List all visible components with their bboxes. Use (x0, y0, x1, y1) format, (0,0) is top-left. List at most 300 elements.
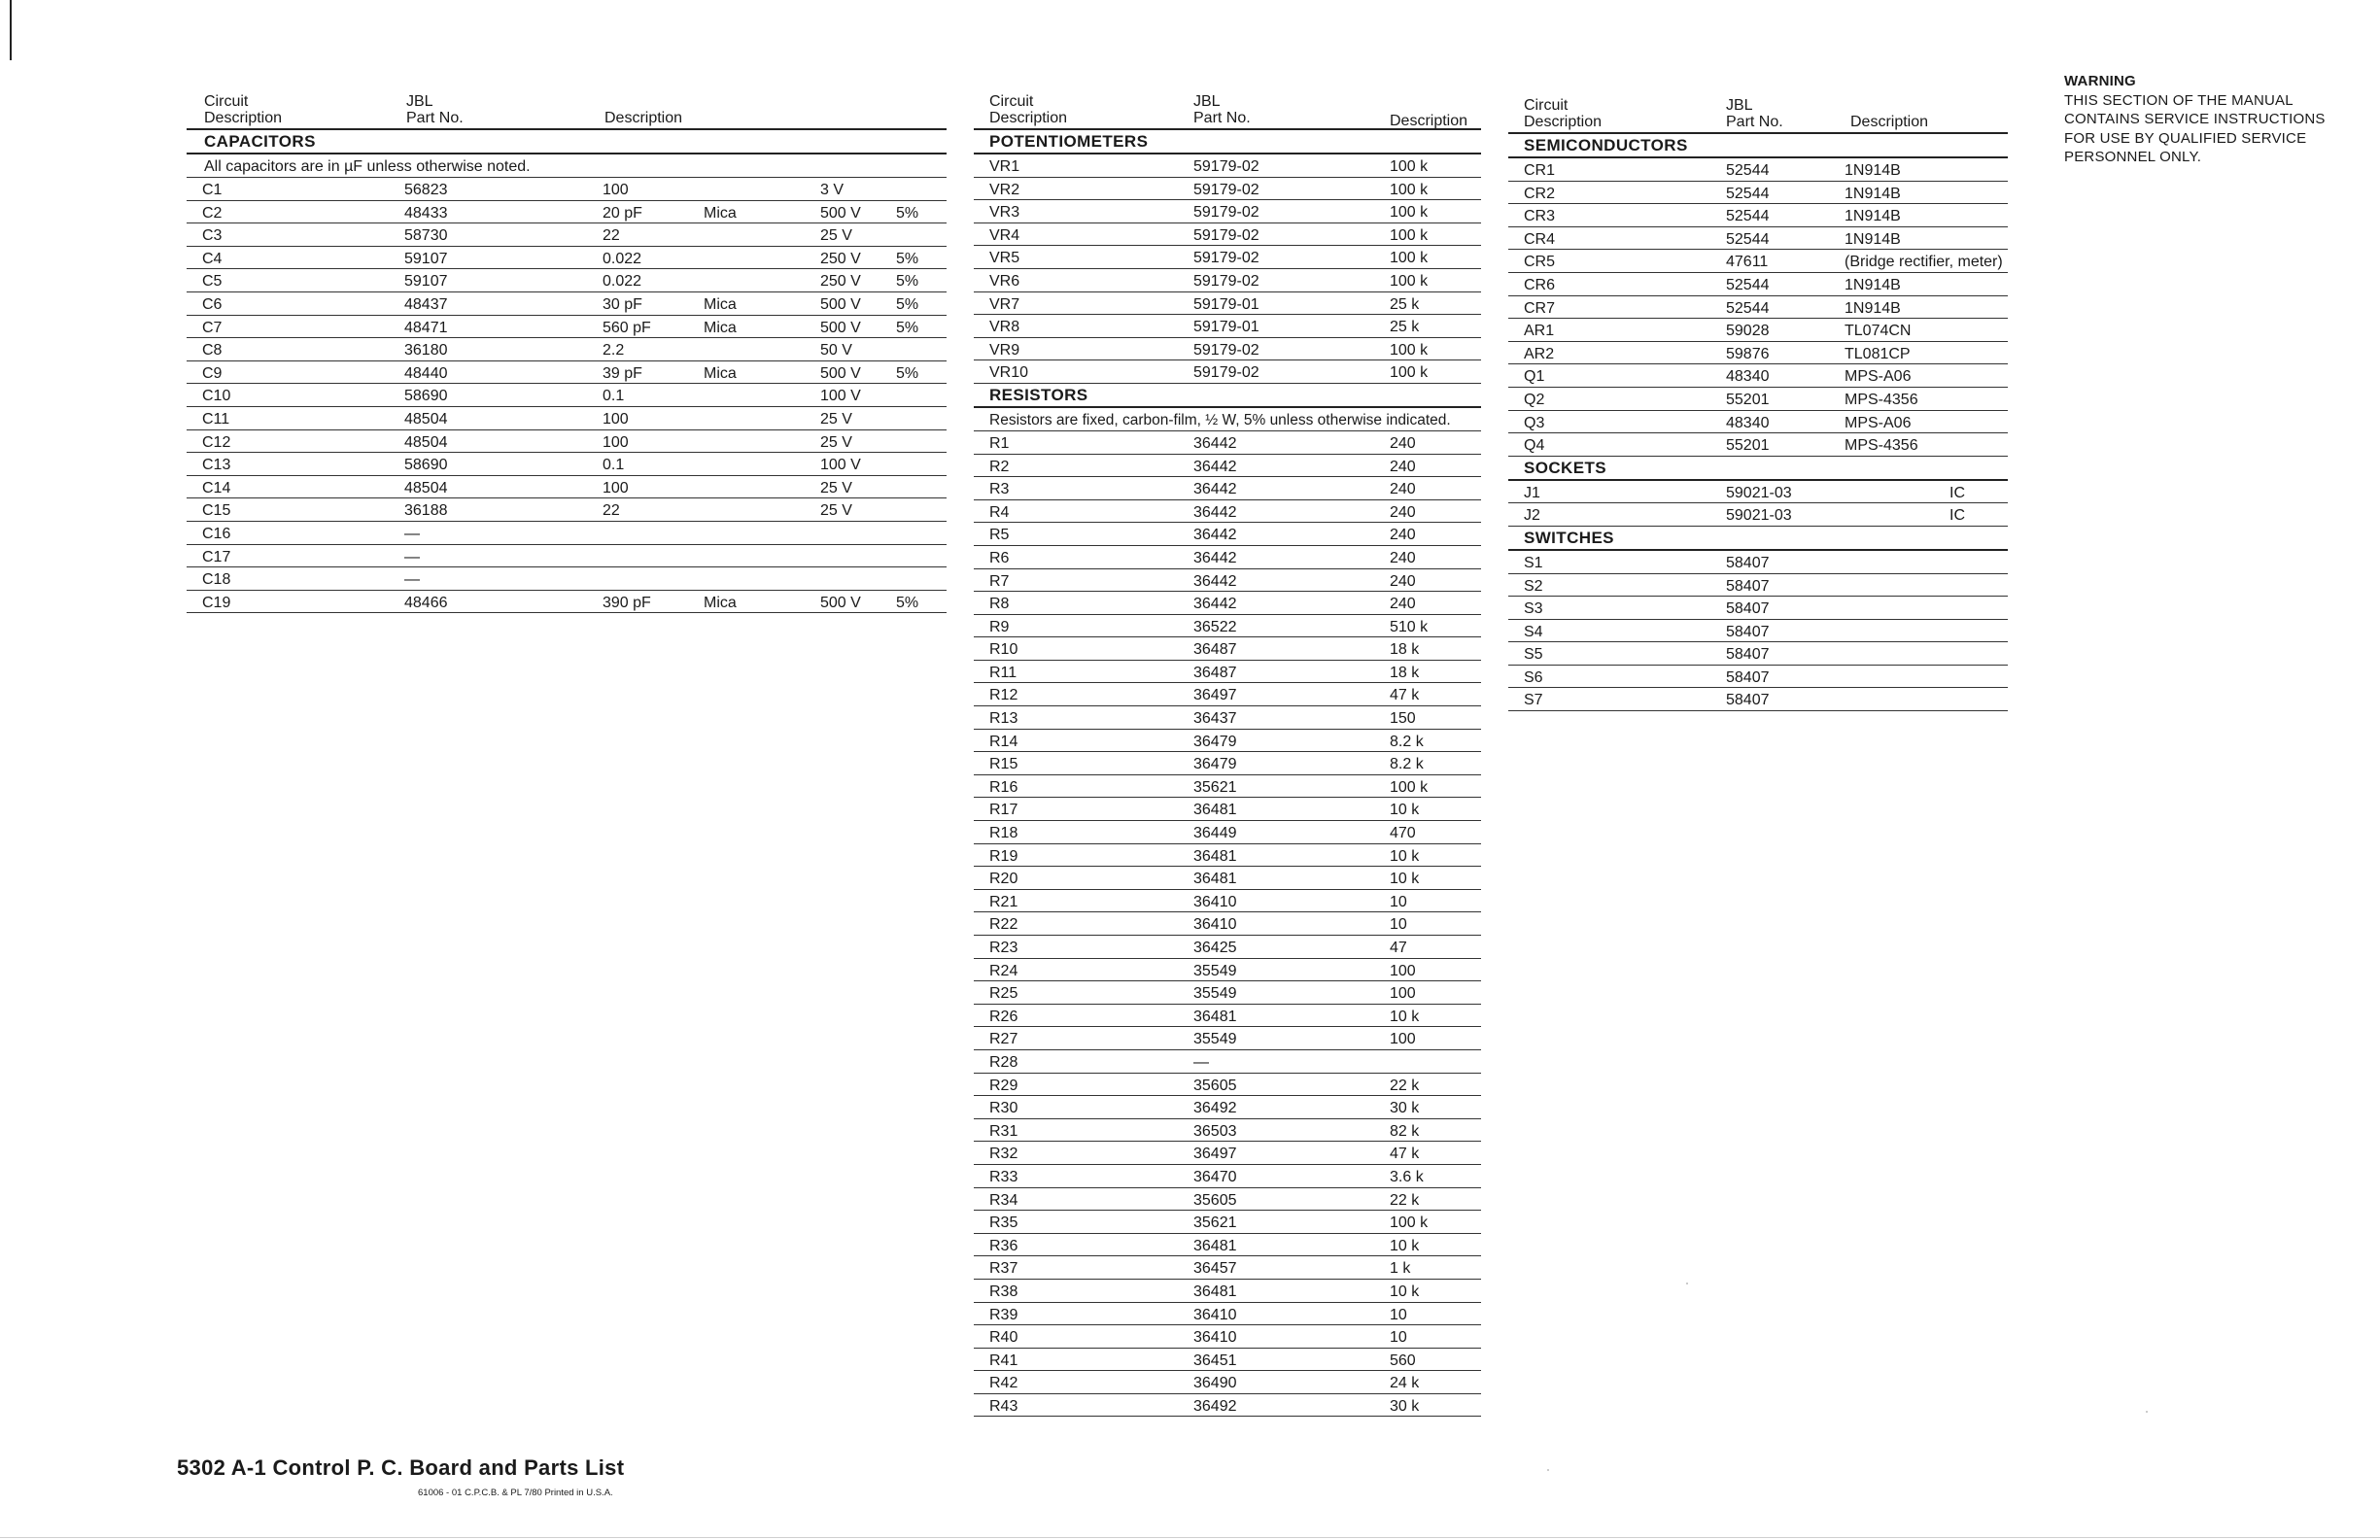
part-number: 36410 (1193, 1329, 1237, 1347)
circuit-id: C14 (202, 479, 231, 496)
table-row (974, 200, 1481, 223)
potentiometers-resistors-column (974, 78, 1481, 1417)
part-number: 58407 (1726, 692, 1770, 709)
circuit-id: R38 (989, 1283, 1018, 1300)
circuit-id: R17 (989, 802, 1018, 819)
circuit-id: R2 (989, 458, 1010, 475)
table-row (974, 338, 1481, 361)
part-number: 35549 (1193, 1031, 1237, 1048)
table-row (974, 775, 1481, 799)
part-number: 58407 (1726, 554, 1770, 571)
circuit-id: C16 (202, 525, 231, 542)
header-description: Description (1850, 114, 1929, 130)
part-number: — (404, 548, 420, 565)
part-number: 36479 (1193, 756, 1237, 773)
circuit-id: CR5 (1524, 254, 1556, 271)
component-value: 10 k (1390, 1283, 1420, 1300)
table-row (974, 615, 1481, 638)
section-title-semiconductors: SEMICONDUCTORS (1508, 134, 2008, 158)
circuit-id: R10 (989, 641, 1018, 659)
circuit-id: R7 (989, 572, 1010, 590)
component-value: 24 k (1390, 1375, 1420, 1392)
circuit-id: R11 (989, 664, 1018, 681)
warning-line: CONTAINS SERVICE INSTRUCTIONS (2064, 111, 2326, 127)
component-value: 0.022 (603, 273, 642, 291)
circuit-id: J2 (1524, 507, 1540, 525)
scan-speck (1547, 1469, 1549, 1471)
part-number: 35549 (1193, 985, 1237, 1003)
table-row (974, 637, 1481, 661)
circuit-id: VR5 (989, 250, 1020, 267)
voltage-rating: 50 V (820, 342, 852, 359)
header-circuit: Circuit (204, 93, 249, 110)
part-number: 59107 (404, 273, 448, 291)
semiconductors-column (1508, 82, 2008, 711)
component-value: 10 (1390, 1306, 1407, 1323)
part-number: 48440 (404, 364, 448, 382)
component-value: 100 (1390, 985, 1416, 1003)
table-row (974, 706, 1481, 730)
table-row (1508, 182, 2008, 205)
part-number: 36188 (404, 502, 448, 520)
capacitors-note: All capacitors are in µF unless otherwise noted. (187, 154, 947, 178)
component-value: 100 (1390, 1031, 1416, 1048)
part-number: 36437 (1193, 710, 1237, 728)
part-number: 35549 (1193, 962, 1237, 979)
component-value: 470 (1390, 825, 1416, 842)
component-value: 100 k (1390, 226, 1429, 244)
component-description: (Bridge rectifier, meter) (1845, 254, 2003, 271)
circuit-id: VR3 (989, 204, 1020, 222)
component-description: 1N914B (1845, 185, 1901, 202)
part-number: 35605 (1193, 1077, 1237, 1094)
table-row (187, 453, 947, 476)
semiconductors-header (1508, 82, 2008, 134)
tolerance: 5% (896, 364, 919, 382)
switches-rows (1508, 551, 2008, 711)
warning-notice (2064, 72, 2346, 167)
table-row (974, 178, 1481, 201)
part-number: 56823 (404, 182, 448, 198)
component-value: 100 k (1390, 778, 1429, 796)
component-value: 240 (1390, 458, 1416, 475)
table-row (187, 223, 947, 247)
table-row (974, 683, 1481, 706)
header-circuit: Circuit (989, 93, 1034, 110)
part-number: 36442 (1193, 481, 1237, 498)
table-row (187, 247, 947, 270)
table-row (974, 292, 1481, 316)
part-number: 36481 (1193, 871, 1237, 888)
table-row (1508, 597, 2008, 620)
table-row (1508, 481, 2008, 504)
part-number: 36442 (1193, 503, 1237, 521)
part-number: 59021-03 (1726, 507, 1792, 525)
voltage-rating: 25 V (820, 479, 852, 496)
part-number: 48433 (404, 204, 448, 222)
component-value: 10 k (1390, 802, 1420, 819)
part-number: 59179-02 (1193, 158, 1259, 175)
part-number: 36522 (1193, 618, 1237, 635)
component-value: 100 (603, 479, 629, 496)
table-row (1508, 620, 2008, 643)
circuit-id: R9 (989, 618, 1010, 635)
component-value: 30 pF (603, 295, 642, 313)
component-value: 10 (1390, 893, 1407, 910)
component-value: 240 (1390, 572, 1416, 590)
table-row (1508, 574, 2008, 598)
component-value: 100 (603, 433, 629, 451)
circuit-id: R8 (989, 596, 1010, 613)
component-description: IC (1949, 507, 1965, 525)
circuit-id: R6 (989, 549, 1010, 566)
circuit-id: J1 (1524, 484, 1540, 501)
voltage-rating: 500 V (820, 319, 861, 336)
component-value: 30 k (1390, 1100, 1420, 1117)
component-value: 3.6 k (1390, 1168, 1424, 1185)
component-value: 2.2 (603, 342, 625, 359)
component-value: 30 k (1390, 1397, 1420, 1415)
component-value: 100 k (1390, 250, 1429, 267)
circuit-id: S2 (1524, 577, 1543, 595)
header-part-no: Part No. (406, 110, 464, 126)
table-row (974, 730, 1481, 753)
component-value: 240 (1390, 481, 1416, 498)
circuit-id: CR7 (1524, 299, 1556, 317)
circuit-id: R3 (989, 481, 1010, 498)
header-circuit: Circuit (1524, 97, 1569, 114)
component-value: 39 pF (603, 364, 642, 382)
component-type: Mica (704, 594, 737, 611)
circuit-id: VR10 (989, 364, 1029, 382)
circuit-id: CR2 (1524, 185, 1556, 202)
component-value: 0.022 (603, 250, 642, 267)
component-description: 1N914B (1845, 299, 1901, 317)
component-type: Mica (704, 295, 737, 313)
circuit-id: VR1 (989, 158, 1020, 175)
table-row (1508, 250, 2008, 273)
part-number: 36470 (1193, 1168, 1237, 1185)
table-row (974, 477, 1481, 500)
component-value: 100 k (1390, 364, 1429, 382)
table-row (974, 1349, 1481, 1372)
component-value: 100 k (1390, 272, 1429, 290)
circuit-id: VR4 (989, 226, 1020, 244)
part-number: 36497 (1193, 687, 1237, 704)
circuit-id: Q3 (1524, 414, 1545, 431)
circuit-id: R41 (989, 1352, 1018, 1369)
table-row (974, 1027, 1481, 1050)
voltage-rating: 25 V (820, 410, 852, 428)
tolerance: 5% (896, 319, 919, 336)
table-row (974, 154, 1481, 178)
table-row (974, 569, 1481, 593)
table-row (1508, 551, 2008, 574)
circuit-id: R31 (989, 1122, 1018, 1140)
section-title-sockets: SOCKETS (1508, 457, 2008, 481)
voltage-rating: 25 V (820, 433, 852, 451)
part-number: 36497 (1193, 1146, 1237, 1163)
table-row (187, 522, 947, 545)
part-number: 36481 (1193, 847, 1237, 865)
table-row (1508, 158, 2008, 182)
table-row (974, 315, 1481, 338)
potentiometers-rows (974, 154, 1481, 384)
circuit-id: R27 (989, 1031, 1018, 1048)
part-number: 59028 (1726, 323, 1770, 340)
circuit-id: R39 (989, 1306, 1018, 1323)
component-description: TL081CP (1845, 345, 1911, 362)
part-number: 35621 (1193, 1215, 1237, 1232)
section-title-potentiometers: POTENTIOMETERS (974, 130, 1481, 154)
part-number: 36503 (1193, 1122, 1237, 1140)
table-row (187, 178, 947, 201)
part-number: 52544 (1726, 162, 1770, 179)
component-description: 1N914B (1845, 276, 1901, 293)
part-number: 36490 (1193, 1375, 1237, 1392)
part-number: 36410 (1193, 1306, 1237, 1323)
table-row (1508, 433, 2008, 457)
warning-line: FOR USE BY QUALIFIED SERVICE (2064, 129, 2307, 147)
component-description: 1N914B (1845, 162, 1901, 179)
component-value: 150 (1390, 710, 1416, 728)
circuit-id: Q2 (1524, 391, 1545, 408)
tolerance: 5% (896, 594, 919, 611)
circuit-id: R22 (989, 916, 1018, 934)
table-row (974, 246, 1481, 269)
semiconductors-rows (1508, 158, 2008, 457)
tolerance: 5% (896, 273, 919, 291)
table-row (187, 567, 947, 591)
header-part-no: Part No. (1193, 110, 1251, 126)
table-row (187, 316, 947, 339)
circuit-id: C5 (202, 273, 223, 291)
voltage-rating: 100 V (820, 388, 861, 405)
circuit-id: C15 (202, 502, 231, 520)
component-value: 560 pF (603, 319, 651, 336)
component-value: 22 (603, 227, 620, 245)
header-description-label: Description (1524, 114, 1603, 130)
voltage-rating: 100 V (820, 457, 861, 474)
component-value: 47 k (1390, 1146, 1420, 1163)
circuit-id: C6 (202, 295, 223, 313)
circuit-id: VR2 (989, 181, 1020, 198)
table-row (974, 1096, 1481, 1119)
component-value: 25 k (1390, 295, 1420, 313)
warning-line: THIS SECTION OF THE MANUAL (2064, 91, 2294, 109)
component-description: MPS-A06 (1845, 414, 1912, 431)
circuit-id: R42 (989, 1375, 1018, 1392)
circuit-id: S7 (1524, 692, 1543, 709)
tolerance: 5% (896, 295, 919, 313)
component-value: 10 k (1390, 847, 1420, 865)
table-row (974, 1371, 1481, 1394)
component-value: 240 (1390, 434, 1416, 452)
table-row (974, 223, 1481, 247)
table-row (187, 361, 947, 385)
table-row (1508, 364, 2008, 388)
voltage-rating: 3 V (820, 182, 845, 198)
table-row (974, 269, 1481, 292)
circuit-id: VR7 (989, 295, 1020, 313)
table-row (974, 821, 1481, 844)
table-row (187, 591, 947, 614)
component-value: 240 (1390, 596, 1416, 613)
header-part-no: Part No. (1726, 114, 1783, 130)
circuit-id: C1 (202, 182, 223, 198)
component-value: 18 k (1390, 664, 1420, 681)
circuit-id: C11 (202, 410, 230, 428)
circuit-id: CR4 (1524, 230, 1556, 248)
table-row (974, 798, 1481, 821)
section-title-resistors: RESISTORS (974, 384, 1481, 408)
table-row (1508, 342, 2008, 365)
part-number: 58690 (404, 388, 448, 405)
voltage-rating: 500 V (820, 364, 861, 382)
part-number: 36492 (1193, 1100, 1237, 1117)
component-value: 100 (603, 182, 629, 198)
voltage-rating: 500 V (820, 295, 861, 313)
part-number: 36180 (404, 342, 448, 359)
header-description-label: Description (989, 110, 1068, 126)
component-value: 510 k (1390, 618, 1429, 635)
tolerance: 5% (896, 250, 919, 267)
component-value: 8.2 k (1390, 733, 1424, 750)
component-value: 100 (1390, 962, 1416, 979)
circuit-id: C10 (202, 388, 231, 405)
part-number: 48466 (404, 594, 448, 611)
component-value: 47 (1390, 940, 1407, 956)
component-value: 22 k (1390, 1077, 1420, 1094)
component-description: 1N914B (1845, 230, 1901, 248)
circuit-id: R36 (989, 1237, 1018, 1254)
table-row (187, 201, 947, 224)
part-number: 48340 (1726, 368, 1770, 386)
part-number: — (404, 571, 420, 589)
circuit-id: R37 (989, 1260, 1018, 1278)
component-value: 0.1 (603, 457, 625, 474)
part-number: 48504 (404, 433, 448, 451)
part-number: — (404, 525, 420, 542)
table-row (1508, 666, 2008, 689)
table-row (974, 1165, 1481, 1188)
header-description-label: Description (204, 110, 283, 126)
circuit-id: Q1 (1524, 368, 1545, 386)
table-row (974, 592, 1481, 615)
part-number: 58407 (1726, 623, 1770, 640)
voltage-rating: 250 V (820, 250, 861, 267)
part-number: 58407 (1726, 668, 1770, 686)
circuit-id: R16 (989, 778, 1018, 796)
circuit-id: VR6 (989, 272, 1020, 290)
page-title: 5302 A-1 Control P. C. Board and Parts List (177, 1455, 625, 1480)
part-number: 59179-02 (1193, 204, 1259, 222)
voltage-rating: 250 V (820, 273, 861, 291)
part-number: 55201 (1726, 391, 1770, 408)
part-number: 59179-02 (1193, 226, 1259, 244)
voltage-rating: 25 V (820, 502, 852, 520)
section-title-switches: SWITCHES (1508, 527, 2008, 551)
circuit-id: R33 (989, 1168, 1018, 1185)
table-row (974, 1188, 1481, 1212)
table-row (1508, 388, 2008, 411)
table-row (187, 292, 947, 316)
part-number: 59179-02 (1193, 272, 1259, 290)
table-row (974, 1074, 1481, 1097)
component-value: 22 k (1390, 1191, 1420, 1209)
table-row (974, 959, 1481, 982)
circuit-id: C4 (202, 250, 223, 267)
circuit-id: C2 (202, 204, 223, 222)
component-value: 10 (1390, 916, 1407, 934)
component-description: TL074CN (1845, 323, 1912, 340)
table-row (974, 546, 1481, 569)
part-number: 52544 (1726, 230, 1770, 248)
part-number: 59876 (1726, 345, 1770, 362)
circuit-id: R25 (989, 985, 1018, 1003)
table-row (1508, 503, 2008, 527)
component-description: MPS-4356 (1845, 437, 1918, 455)
circuit-id: C18 (202, 571, 231, 589)
table-row (974, 360, 1481, 384)
table-row (974, 867, 1481, 890)
table-row (187, 476, 947, 499)
header-jbl: JBL (1726, 97, 1753, 114)
table-row (974, 1325, 1481, 1349)
component-value: 20 pF (603, 204, 642, 222)
table-row (1508, 319, 2008, 342)
table-row (974, 523, 1481, 546)
part-number: 48471 (404, 319, 448, 336)
table-row (974, 936, 1481, 959)
header-description: Description (604, 110, 683, 126)
part-number: 36410 (1193, 916, 1237, 934)
circuit-id: R12 (989, 687, 1018, 704)
circuit-id: R24 (989, 962, 1018, 979)
component-value: 22 (603, 502, 620, 520)
voltage-rating: 500 V (820, 204, 861, 222)
table-row (187, 269, 947, 292)
table-row (974, 1142, 1481, 1165)
part-number: 59179-02 (1193, 341, 1259, 359)
component-value: 25 k (1390, 319, 1420, 336)
header-description: Description (1390, 113, 1468, 129)
part-number: 59179-02 (1193, 181, 1259, 198)
part-number: 48437 (404, 295, 448, 313)
component-value: 0.1 (603, 388, 625, 405)
table-row (974, 1303, 1481, 1326)
component-value: 10 k (1390, 1008, 1420, 1025)
table-row (974, 1119, 1481, 1143)
table-row (974, 890, 1481, 913)
circuit-id: R28 (989, 1053, 1018, 1071)
part-number: 59179-02 (1193, 364, 1259, 382)
circuit-id: AR2 (1524, 345, 1555, 362)
circuit-id: R23 (989, 940, 1018, 956)
circuit-id: R20 (989, 871, 1018, 888)
print-code: 61006 - 01 C.P.C.B. & PL 7/80 Printed in U.S.A. (418, 1488, 613, 1498)
circuit-id: R29 (989, 1077, 1018, 1094)
circuit-id: R21 (989, 893, 1018, 910)
component-value: 240 (1390, 503, 1416, 521)
table-row (974, 455, 1481, 478)
circuit-id: R43 (989, 1397, 1018, 1415)
header-jbl: JBL (1193, 93, 1221, 110)
resistors-rows (974, 431, 1481, 1418)
page-bottom-edge (0, 1537, 2380, 1538)
circuit-id: R35 (989, 1215, 1018, 1232)
table-row (974, 1256, 1481, 1280)
